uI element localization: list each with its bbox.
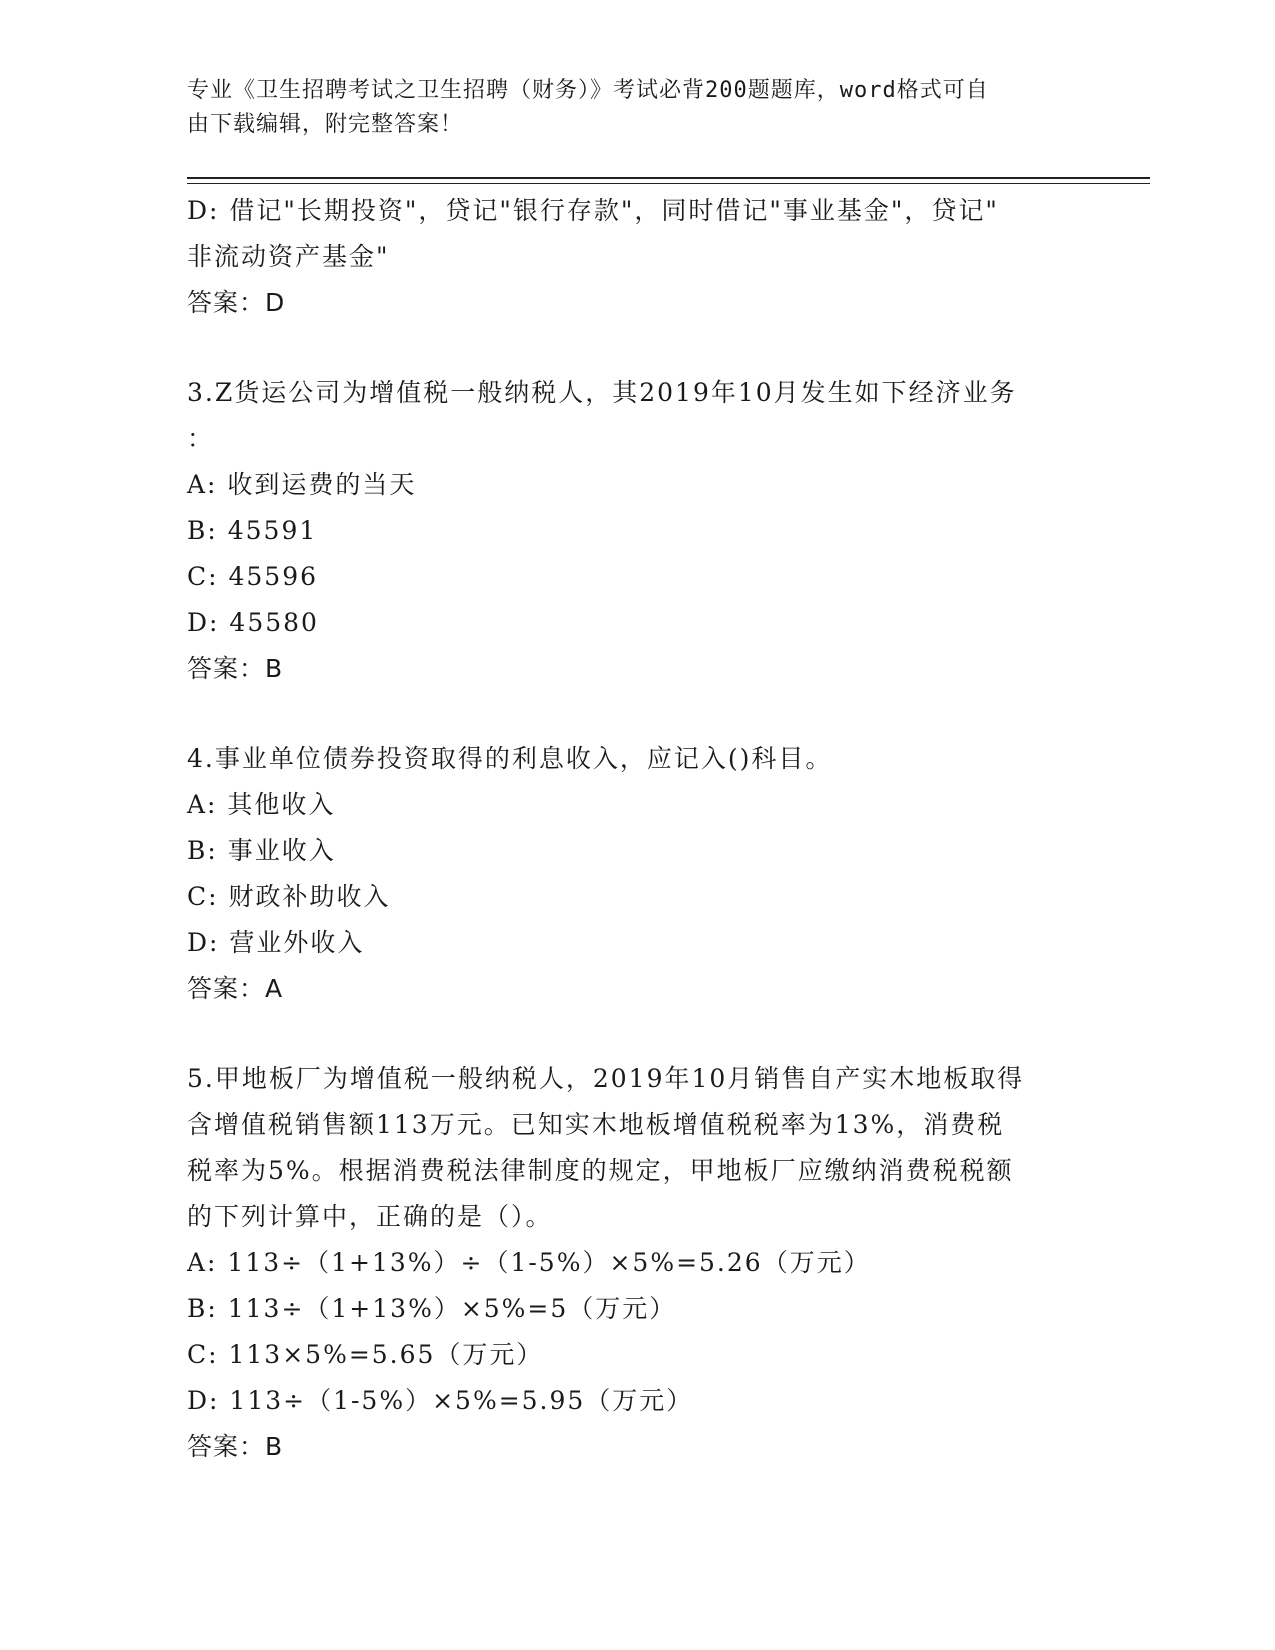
question-3: [187, 370, 1087, 692]
q4-option-c: C: 财政补助收入: [187, 882, 391, 911]
q4-stem-line-1: 4.事业单位债券投资取得的利息收入，应记入()科目。: [187, 744, 833, 773]
document-header: [187, 74, 1067, 142]
q3-option-d: D: 45580: [187, 608, 319, 637]
question-spacer: [187, 1012, 1087, 1056]
q5-stem-line-4: 的下列计算中，正确的是（）。: [187, 1202, 553, 1231]
q3-option-a: A: 收到运费的当天: [187, 470, 417, 499]
q5-option-b: B: 113÷（1+13%）×5%=5（万元）: [187, 1294, 677, 1323]
q4-option-b: B: 事业收入: [187, 836, 336, 865]
q2-answer: 答案：D: [187, 288, 286, 317]
question-spacer: [187, 326, 1087, 370]
header-line-2: 由下载编辑，附完整答案！: [187, 112, 464, 137]
question-spacer: [187, 692, 1087, 736]
q3-stem-line-1: 3.Z货运公司为增值税一般纳税人，其2019年10月发生如下经济业务: [187, 378, 1017, 407]
q2-option-d-line-2: 非流动资产基金": [187, 242, 390, 271]
q3-option-c: C: 45596: [187, 562, 319, 591]
q4-answer: 答案：A: [187, 974, 284, 1003]
question-5: [187, 1056, 1087, 1470]
q2-option-d-line-1: D: 借记"长期投资"，贷记"银行存款"，同时借记"事业基金"，贷记": [187, 196, 999, 225]
q4-option-a: A: 其他收入: [187, 790, 336, 819]
header-divider-thick: [187, 177, 1150, 179]
q5-stem-line-2: 含增值税销售额113万元。已知实木地板增值税税率为13%，消费税: [187, 1110, 1005, 1139]
header-divider-thin: [187, 183, 1150, 184]
q5-option-a: A: 113÷（1+13%）÷（1-5%）×5%=5.26（万元）: [187, 1248, 871, 1277]
q5-answer: 答案：B: [187, 1432, 284, 1461]
q5-option-c: C: 113×5%=5.65（万元）: [187, 1340, 544, 1369]
question-list: [187, 188, 1087, 1470]
q3-stem-line-2: ：: [187, 424, 215, 453]
question-2-tail: [187, 188, 1087, 326]
q3-answer: 答案：B: [187, 654, 284, 683]
question-4: [187, 736, 1087, 1012]
q5-stem-line-3: 税率为5%。根据消费税法律制度的规定，甲地板厂应缴纳消费税税额: [187, 1156, 1014, 1185]
q5-stem-line-1: 5.甲地板厂为增值税一般纳税人，2019年10月销售自产实木地板取得: [187, 1064, 1025, 1093]
q3-option-b: B: 45591: [187, 516, 318, 545]
q5-option-d: D: 113÷（1-5%）×5%=5.95（万元）: [187, 1386, 694, 1415]
header-line-1: 专业《卫生招聘考试之卫生招聘（财务）》考试必背200题题库，word格式可自: [187, 78, 989, 103]
q4-option-d: D: 营业外收入: [187, 928, 365, 957]
